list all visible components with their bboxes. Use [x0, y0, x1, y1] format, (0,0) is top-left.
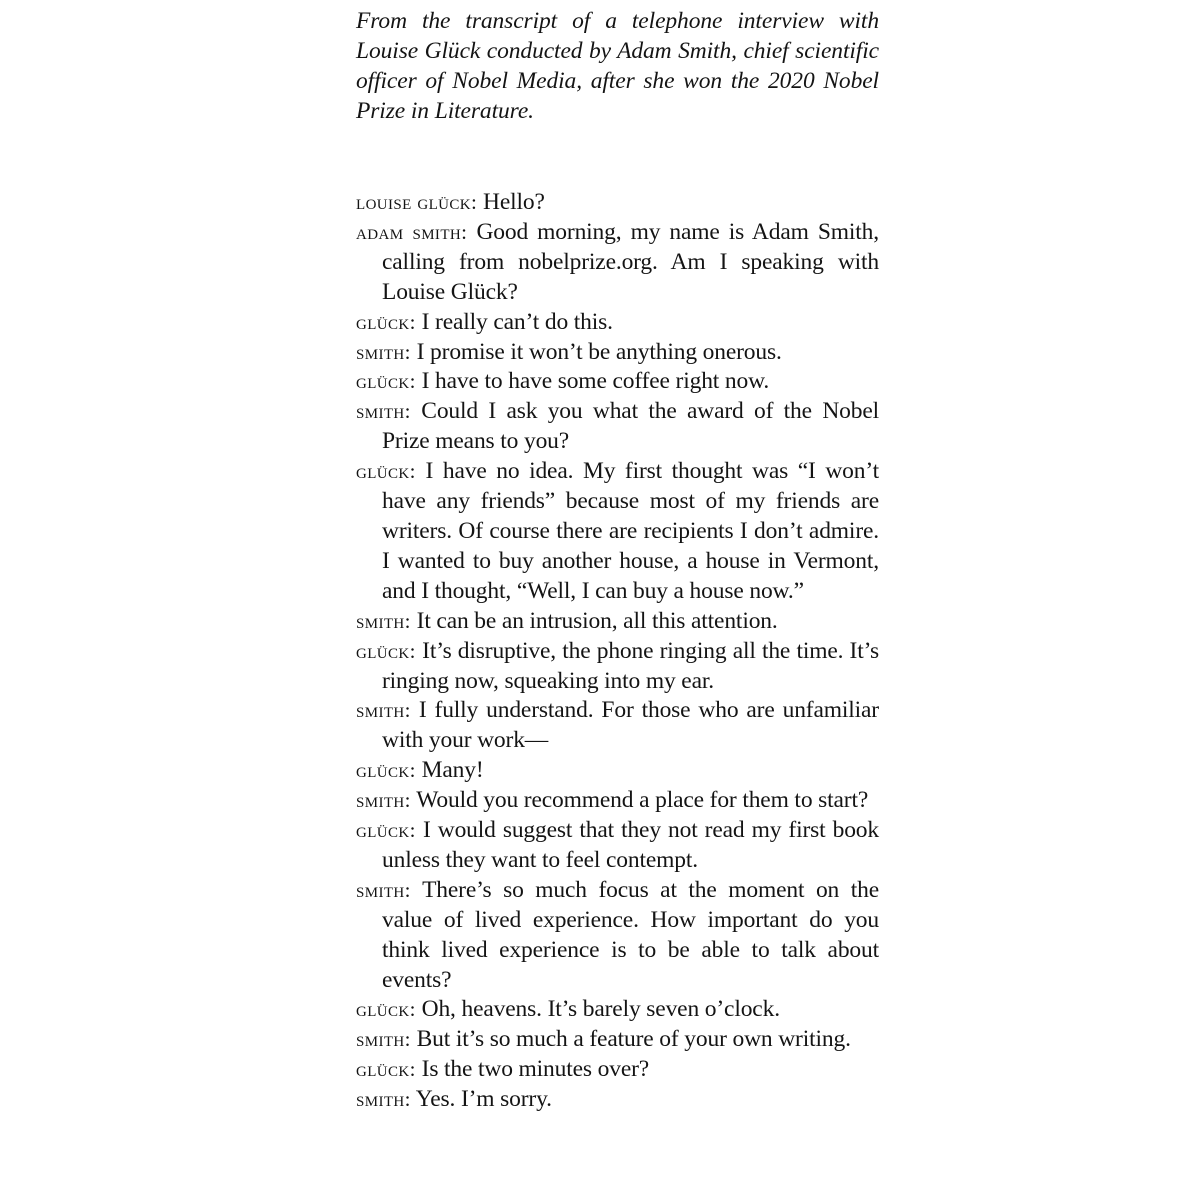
transcript [356, 188, 879, 1115]
turn-text: I have to have some coffee right now. [421, 368, 770, 395]
speaker-label: glück: [356, 309, 416, 334]
transcript-turn [356, 308, 879, 338]
turn-text: Yes. I’m sorry. [415, 1086, 552, 1113]
turn-text: Good morning, my name is Adam Smith, calling from nobelprize.org. Am I speaking with Louise Glück? [382, 218, 879, 305]
transcript-turn [356, 188, 879, 218]
transcript-turn [356, 1055, 879, 1085]
turn-text: I promise it won’t be anything onerous. [416, 338, 782, 365]
speaker-label: smith: [356, 339, 411, 364]
intro-paragraph: From the transcript of a telephone interview with Louise Glück conducted by Adam Smith, chief scientific officer of Nobel Media, after she won the 2020 Nobel Prize in Literature. [356, 8, 879, 124]
speaker-label: smith: [356, 698, 411, 723]
transcript-turn [356, 397, 879, 457]
speaker-label: smith: [356, 1027, 411, 1052]
transcript-turn [356, 637, 879, 697]
speaker-label: glück: [356, 997, 416, 1022]
speaker-label: smith: [356, 608, 411, 633]
turn-text: It can be an intrusion, all this attention. [416, 607, 778, 634]
transcript-turn [356, 786, 879, 816]
transcript-turn [356, 457, 879, 607]
speaker-label: glück: [356, 638, 416, 663]
transcript-turn [356, 696, 879, 756]
turn-text: I really can’t do this. [421, 308, 613, 335]
turn-text: Is the two minutes over? [421, 1056, 650, 1083]
article-column [356, 6, 879, 1115]
speaker-label: smith: [356, 399, 411, 424]
transcript-turn [356, 1085, 879, 1115]
speaker-label: glück: [356, 459, 416, 484]
speaker-label: adam smith: [356, 219, 468, 244]
speaker-label: smith: [356, 1087, 411, 1112]
turn-text: Could I ask you what the award of the Nobel Prize means to you? [382, 398, 879, 455]
turn-text: Hello? [483, 189, 545, 215]
turn-text: I would suggest that they not read my first book unless they want to feel contempt. [382, 817, 879, 873]
turn-text: I have no idea. My first thought was “I won’t have any friends” because most of my friends are writers. Of course there are recipients I don’t admire. I wanted to buy another house, a house in Vermont, and I thought, “Well, I can buy a house now.” [382, 458, 879, 604]
transcript-turn [356, 218, 879, 308]
transcript-turn [356, 1025, 879, 1055]
turn-text: Oh, heavens. It’s barely seven o’clock. [421, 996, 780, 1023]
speaker-label: glück: [356, 1057, 416, 1082]
turn-text: But it’s so much a feature of your own writing. [416, 1026, 851, 1053]
transcript-turn [356, 876, 879, 996]
transcript-turn [356, 607, 879, 637]
speaker-label: smith: [356, 877, 411, 902]
turn-text: There’s so much focus at the moment on the value of lived experience. How important do you think lived experience is to be able to talk about events? [382, 876, 879, 993]
transcript-turn [356, 756, 879, 786]
turn-text: Would you recommend a place for them to start? [416, 787, 869, 814]
turn-text: It’s disruptive, the phone ringing all the time. It’s ringing now, squeaking into my ear. [382, 637, 879, 694]
transcript-turn [356, 995, 879, 1025]
speaker-label: smith: [356, 788, 411, 813]
transcript-turn [356, 338, 879, 368]
speaker-label: glück: [356, 818, 416, 843]
transcript-turn [356, 367, 879, 397]
speaker-label: louise glück: [356, 190, 478, 214]
speaker-label: glück: [356, 758, 416, 783]
turn-text: I fully understand. For those who are unfamiliar with your work— [382, 697, 879, 754]
speaker-label: glück: [356, 369, 416, 394]
transcript-turn [356, 816, 879, 876]
turn-text: Many! [421, 757, 484, 784]
